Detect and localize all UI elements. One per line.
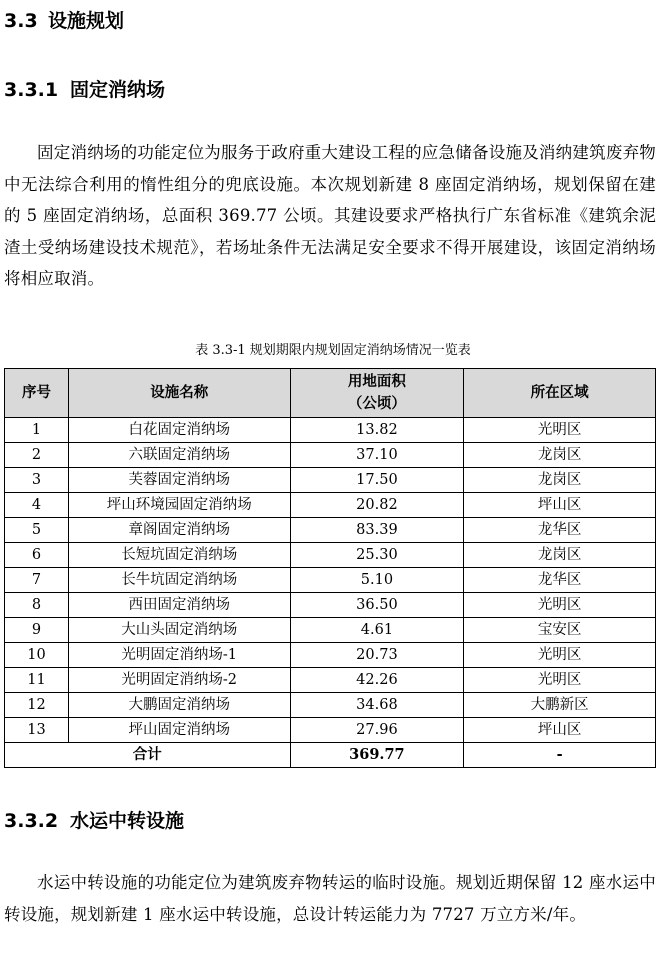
cell-index: 10 (5, 643, 69, 668)
section-number: 3.3 (4, 10, 38, 32)
cell-name: 长牛坑固定消纳场 (68, 568, 290, 593)
cell-name: 坪山环境园固定消纳场 (68, 493, 290, 518)
cell-name: 光明固定消纳场-1 (68, 643, 290, 668)
cell-district: 大鹏新区 (464, 693, 656, 718)
table-row (5, 718, 656, 743)
cell-district: 坪山区 (464, 718, 656, 743)
cell-index: 5 (5, 518, 69, 543)
cell-district: 龙华区 (464, 518, 656, 543)
table-total-row (5, 743, 656, 768)
subsection-heading-fixed-landfill (4, 75, 165, 102)
cell-name: 六联固定消纳场 (68, 443, 290, 468)
cell-area: 20.73 (290, 643, 464, 668)
section-title: 设施规划 (48, 10, 125, 32)
cell-area: 37.10 (290, 443, 464, 468)
header-area-line1: 用地面积 (347, 374, 406, 390)
landfill-table (4, 368, 656, 768)
table-body (5, 418, 656, 743)
cell-index: 4 (5, 493, 69, 518)
subsection-heading-water-transfer (4, 806, 184, 833)
header-index: 序号 (5, 369, 69, 418)
header-area (290, 369, 464, 418)
table-row (5, 443, 656, 468)
cell-index: 6 (5, 543, 69, 568)
cell-index: 7 (5, 568, 69, 593)
cell-name: 芙蓉固定消纳场 (68, 468, 290, 493)
header-district: 所在区域 (464, 369, 656, 418)
cell-name: 西田固定消纳场 (68, 593, 290, 618)
cell-area: 27.96 (290, 718, 464, 743)
paragraph-water-transfer: 水运中转设施的功能定位为建筑废弃物转运的临时设施。规划近期保留 12 座水运中转设施，规划新建 1 座水运中转设施，总设计转运能力为 7727 万立方米/年。 (4, 873, 656, 924)
cell-district: 龙岗区 (464, 468, 656, 493)
cell-name: 大鹏固定消纳场 (68, 693, 290, 718)
cell-area: 5.10 (290, 568, 464, 593)
cell-area: 20.82 (290, 493, 464, 518)
total-label: 合计 (5, 743, 291, 768)
cell-index: 3 (5, 468, 69, 493)
table-row (5, 668, 656, 693)
section-heading (4, 6, 124, 33)
subsection-number: 3.3.1 (4, 79, 59, 101)
table-caption: 表 3.3-1 规划期限内规划固定消纳场情况一览表 (195, 343, 471, 358)
cell-name: 光明固定消纳场-2 (68, 668, 290, 693)
table-row (5, 693, 656, 718)
table-row (5, 643, 656, 668)
cell-area: 36.50 (290, 593, 464, 618)
cell-name: 大山头固定消纳场 (68, 618, 290, 643)
table-row (5, 618, 656, 643)
table-row (5, 468, 656, 493)
cell-area: 83.39 (290, 518, 464, 543)
cell-area: 17.50 (290, 468, 464, 493)
cell-district: 光明区 (464, 668, 656, 693)
subsection-title: 固定消纳场 (70, 79, 166, 101)
cell-district: 光明区 (464, 643, 656, 668)
table-row (5, 593, 656, 618)
table-row (5, 568, 656, 593)
cell-area: 42.26 (290, 668, 464, 693)
cell-index: 13 (5, 718, 69, 743)
cell-index: 9 (5, 618, 69, 643)
header-area-line2: （公顷） (347, 396, 406, 412)
table-header-row (5, 369, 656, 418)
subsection-number: 3.3.2 (4, 810, 59, 832)
cell-index: 2 (5, 443, 69, 468)
table-row (5, 518, 656, 543)
cell-area: 25.30 (290, 543, 464, 568)
cell-district: 光明区 (464, 418, 656, 443)
header-name: 设施名称 (68, 369, 290, 418)
cell-district: 坪山区 (464, 493, 656, 518)
cell-index: 8 (5, 593, 69, 618)
cell-name: 白花固定消纳场 (68, 418, 290, 443)
cell-index: 11 (5, 668, 69, 693)
cell-name: 长短坑固定消纳场 (68, 543, 290, 568)
table-row (5, 418, 656, 443)
cell-district: 光明区 (464, 593, 656, 618)
total-area: 369.77 (290, 743, 464, 768)
cell-area: 4.61 (290, 618, 464, 643)
paragraph-fixed-landfill: 固定消纳场的功能定位为服务于政府重大建设工程的应急储备设施及消纳建筑废弃物中无法综合利用的惰性组分的兜底设施。本次规划新建 8 座固定消纳场，规划保留在建的 5 座固定消纳场，总面积 369.77 公顷。其建设要求严格执行广东省标准《建筑余泥渣土受纳场建设技术规范》，若场址条件无法满足安全要求不得开展建设，该固定消纳场将相应取消。 (4, 143, 656, 288)
cell-index: 1 (5, 418, 69, 443)
cell-name: 坪山固定消纳场 (68, 718, 290, 743)
cell-name: 章阁固定消纳场 (68, 518, 290, 543)
cell-index: 12 (5, 693, 69, 718)
cell-district: 龙华区 (464, 568, 656, 593)
subsection-title: 水运中转设施 (70, 810, 185, 832)
cell-district: 龙岗区 (464, 543, 656, 568)
table-row (5, 493, 656, 518)
cell-district: 宝安区 (464, 618, 656, 643)
cell-area: 34.68 (290, 693, 464, 718)
total-district: - (464, 743, 656, 768)
cell-district: 龙岗区 (464, 443, 656, 468)
table-row (5, 543, 656, 568)
cell-area: 13.82 (290, 418, 464, 443)
